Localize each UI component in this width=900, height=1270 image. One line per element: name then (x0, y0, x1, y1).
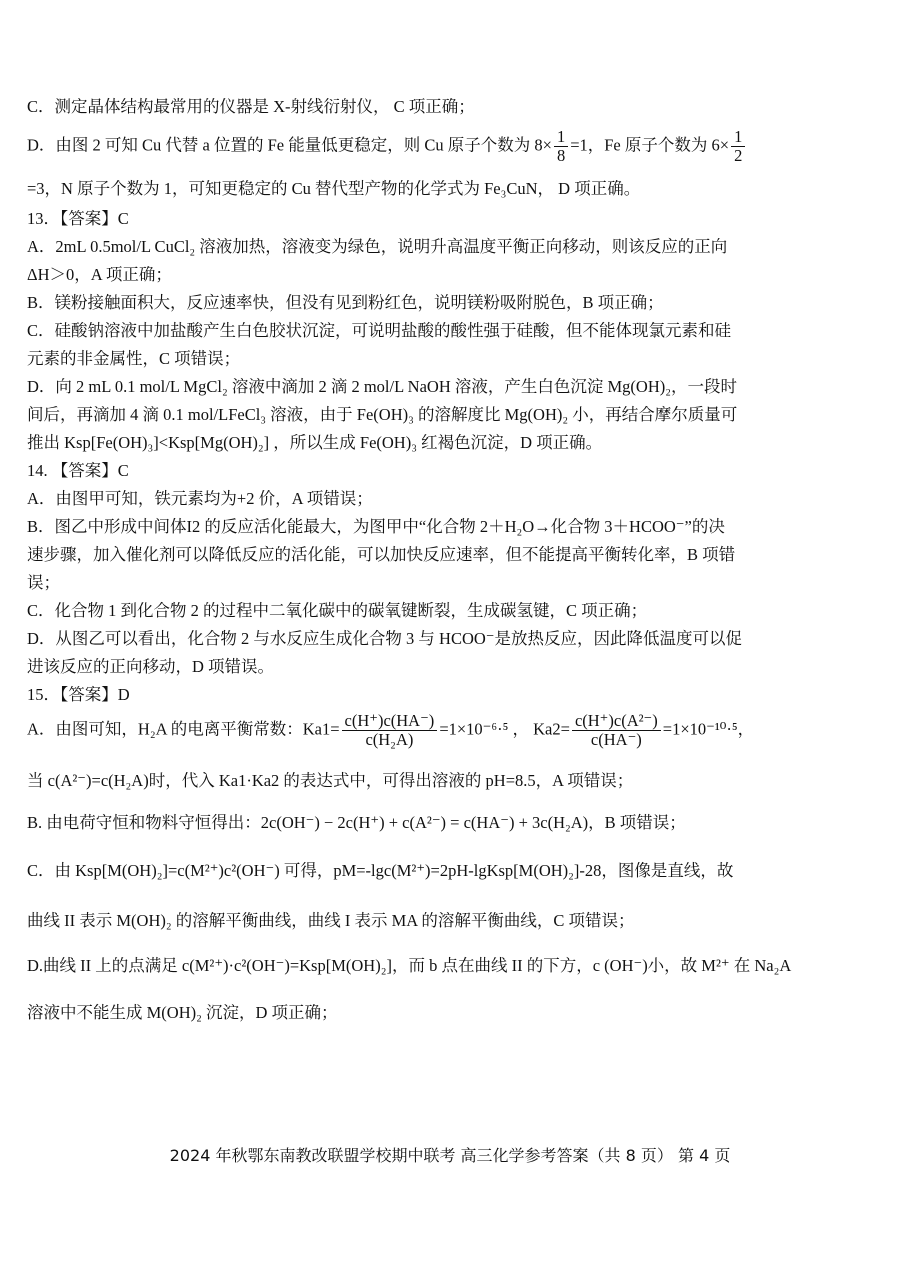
answer-13-b: B．镁粉接触面积大，反应速率快，但没有见到粉红色，说明镁粉吸附脱色，B 项正确； (27, 293, 664, 312)
fraction-one-half: $\frac{1}{2}$ (731, 128, 745, 165)
answer-14-b-line1: B．图乙中形成中间体I2 的反应活化能最大，为图甲中“化合物 2＋H₂O→化合物 3＋HCOO⁻”的决 (27, 517, 725, 536)
answer-12-d-line1 (27, 128, 870, 165)
answer-14-d-line2: 进该反应的正向移动，D 项错误。 (27, 657, 275, 676)
answer-14-b-line2: 速步骤，加入催化剂可以降低反应的活化能，可以加快反应速率，但不能提高平衡转化率，B 项错 (27, 545, 736, 564)
answer-14-b-line3: 误； (27, 573, 60, 592)
answer-13-c-line1: C．硅酸钠溶液中加盐酸产生白色胶状沉淀，可说明盐酸的酸性强于硅酸，但不能体现氯元素和硅 (27, 321, 732, 340)
ka2-fraction: $\frac{\text{c(H⁺)c(A²⁻)}}{c(HA^-)}$ (572, 712, 661, 749)
answer-14-a: A．由图甲可知，铁元素均为+2 价，A 项错误； (27, 489, 373, 508)
answer-13-d-line3: 推出 Ksp[Fe(OH)₃]<Ksp[Mg(OH)₂] ，所以生成 Fe(OH)₃ 红褐色沉淀，D 项正确。 (27, 433, 603, 452)
answer-15-a-text-b: =1×10⁻⁶·⁵ ， Ka2= (439, 719, 570, 739)
answer-12-d-text-a: D．由图 2 可知 Cu 代替 a 位置的 Fe 能量低更稳定，则 Cu 原子个数为 8× (27, 135, 552, 155)
fraction-one-eighth: $\frac{1}{8}$ (554, 128, 568, 165)
answer-13-c-line2: 元素的非金属性，C 项错误； (27, 349, 241, 368)
answer-15-d-line2: 溶液中不能生成 M(OH)₂ 沉淀，D 项正确； (27, 1003, 338, 1022)
question-15-heading: 15．【答案】D (27, 685, 130, 704)
answer-14-c: C．化合物 1 到化合物 2 的过程中二氧化碳中的碳氧键断裂，生成碳氢键，C 项正确； (27, 601, 648, 620)
question-13-heading: 13．【答案】C (27, 209, 129, 228)
answer-15-a-line2: 当 c(A²⁻)=c(H₂A)时，代入 Ka1·Ka2 的表达式中，可得出溶液的 pH=8.5，A 项错误； (27, 771, 634, 790)
answer-12-d-line2: =3，N 原子个数为 1，可知更稳定的 Cu 替代型产物的化学式为 Fe₃CuN， D 项正确。 (27, 179, 641, 198)
answer-15-a-text-c: =1×10⁻¹⁰·⁵， (662, 719, 755, 739)
answer-13-d-line2: 间后，再滴加 4 滴 0.1 mol/LFeCl₃ 溶液，由于 Fe(OH)₃ 的溶解度比 Mg(OH)₂ 小，再结合摩尔质量可 (27, 405, 738, 424)
answer-15-a-line1 (27, 712, 870, 749)
question-14-heading: 14. 【答案】C (27, 461, 129, 480)
answer-12-c: C．测定晶体结构最常用的仪器是 X-射线衍射仪， C 项正确； (27, 97, 475, 116)
answer-15-a-text-a: A．由图可知，H₂A 的电离平衡常数：Ka1= (27, 719, 340, 739)
answer-15-c-line2: 曲线 II 表示 M(OH)₂ 的溶解平衡曲线，曲线 I 表示 MA 的溶解平衡曲线，C 项错误； (27, 911, 635, 930)
answer-13-d-line1: D．向 2 mL 0.1 mol/L MgCl₂ 溶液中滴加 2 滴 2 mol/L NaOH 溶液，产生白色沉淀 Mg(OH)₂，一段时 (27, 377, 737, 396)
ka1-fraction: $\frac{c(H^+)c(HA^-)}{\text{c(H₂A)}}$ (342, 712, 438, 749)
answer-15-b: B. 由电荷守恒和物料守恒得出：2c(OH⁻) − 2c(H⁺) + c(A²⁻) = c(HA⁻) + 3c(H₂A)，B 项错误； (27, 813, 686, 832)
answer-14-d-line1: D．从图乙可以看出，化合物 2 与水反应生成化合物 3 与 HCOO⁻是放热反应，因此降低温度可以促 (27, 629, 743, 648)
answer-12-d-text-b: =1，Fe 原子个数为 6× (570, 135, 730, 155)
answer-13-a-line1: A．2mL 0.5mol/L CuCl₂ 溶液加热，溶液变为绿色，说明升高温度平衡正向移动，则该反应的正向 (27, 237, 728, 256)
answer-15-d-line1: D.曲线 II 上的点满足 c(M²⁺)·c²(OH⁻)=Ksp[M(OH)₂]，而 b 点在曲线 II 的下方，c (OH⁻)小，故 M²⁺ 在 Na₂A (27, 956, 792, 975)
answer-15-c-line1: C．由 Ksp[M(OH)₂]=c(M²⁺)c²(OH⁻) 可得，pM=-lgc(M²⁺)=2pH-lgKsp[M(OH)₂]-28，图像是直线，故 (27, 861, 734, 880)
page-footer: 2024 年秋鄂东南教改联盟学校期中联考 高三化学参考答案（共 8 页） 第 4 页 (169, 1146, 731, 1165)
answer-13-a-line2: ΔH＞0，A 项正确； (27, 265, 172, 284)
